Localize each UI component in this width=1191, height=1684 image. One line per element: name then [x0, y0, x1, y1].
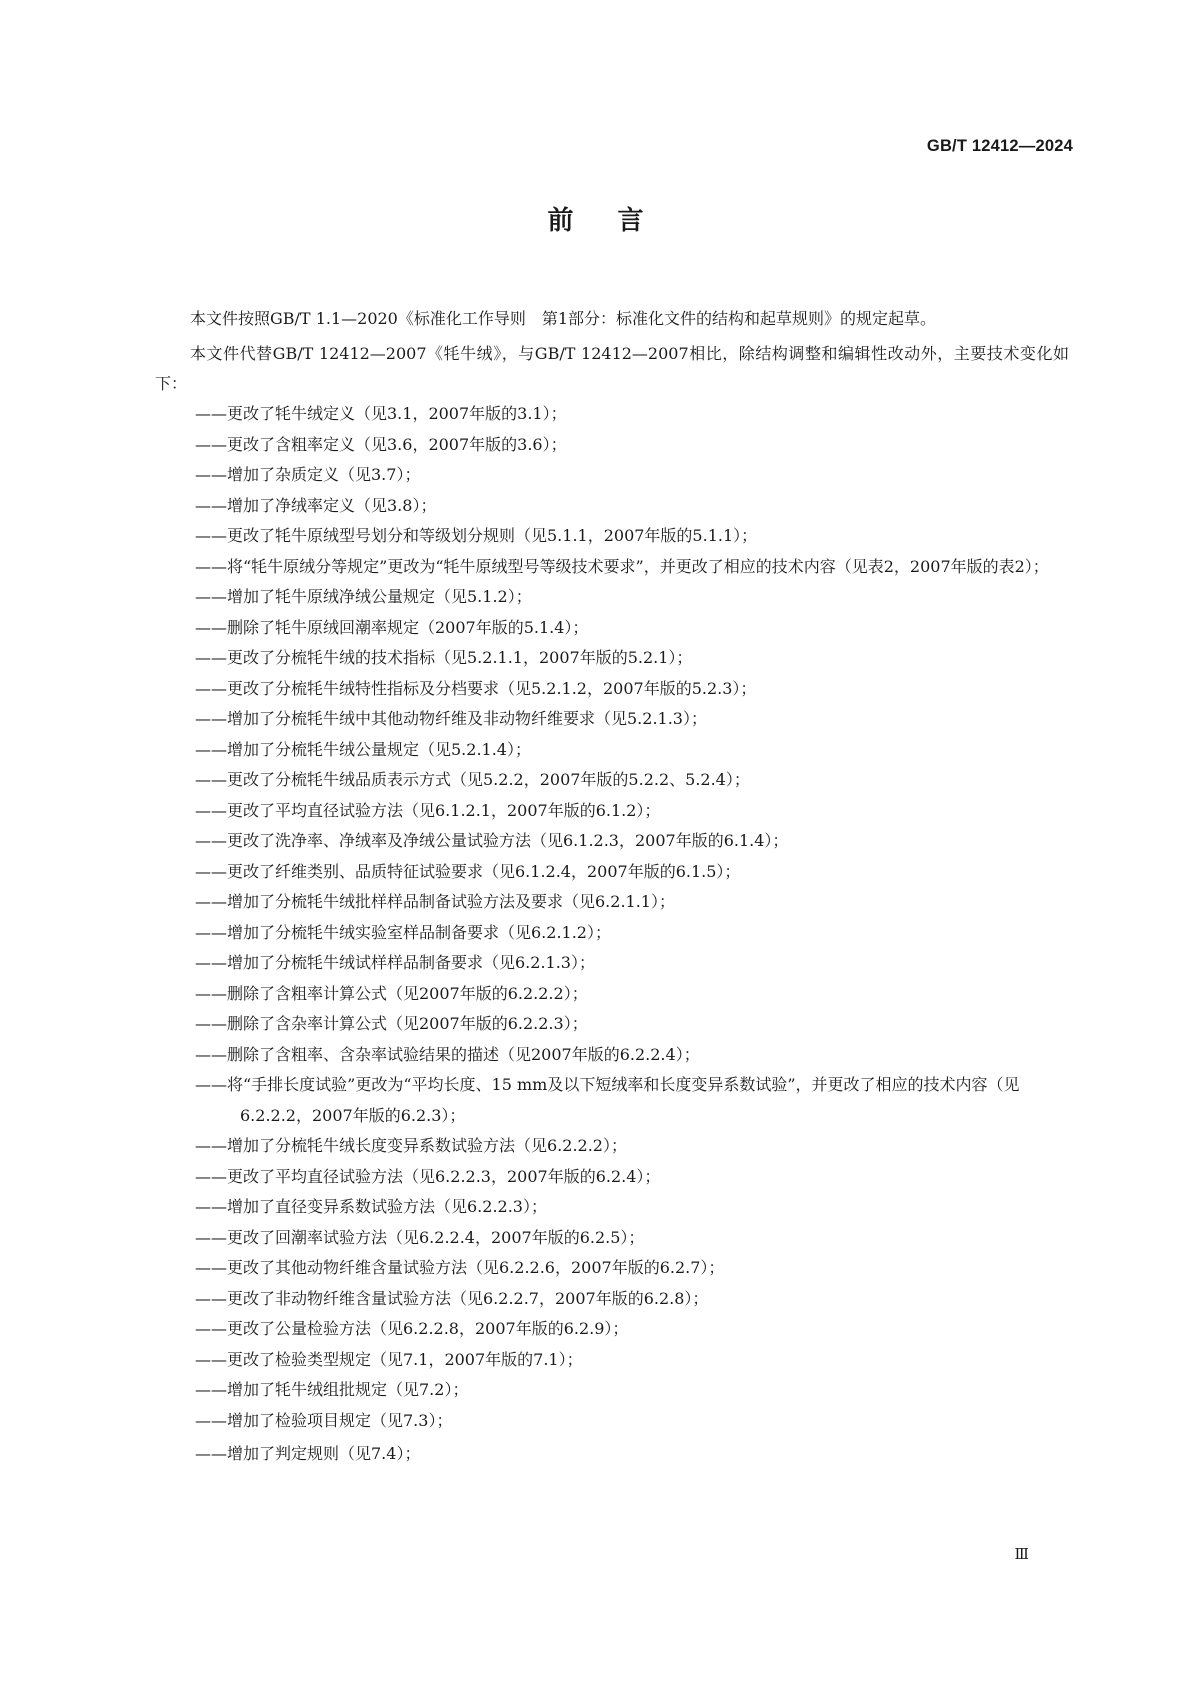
- change-item: ——更改了检验类型规定（见7.1，2007年版的7.1）；: [195, 1349, 583, 1369]
- intro-paragraph: 本文件按照GB/T 1.1—2020《标准化工作导则 第1部分：标准化文件的结构和起草规则》的规定起草。: [190, 309, 937, 328]
- change-item: ——更改了平均直径试验方法（见6.1.2.1，2007年版的6.1.2）；: [195, 800, 661, 820]
- change-item: ——更改了分梳牦牛绒品质表示方式（见5.2.2，2007年版的5.2.2、5.2.4）；: [195, 770, 750, 789]
- technical-changes-list: [155, 399, 1069, 1470]
- change-item: ——删除了牦牛原绒回潮率规定（2007年版的5.1.4）；: [195, 617, 589, 637]
- change-item: ——更改了其他动物纤维含量试验方法（见6.2.2.6，2007年版的6.2.7）；: [195, 1258, 725, 1277]
- change-item: ——更改了回潮率试验方法（见6.2.2.4，2007年版的6.2.5）；: [195, 1227, 645, 1247]
- change-item: ——增加了牦牛原绒净绒公量规定（见5.1.2）；: [195, 587, 532, 606]
- replacement-paragraph: 本文件代替GB/T 12412—2007《牦牛绒》，与GB/T 12412—2007相比，除结构调整和编辑性改动外，主要技术变化如下：: [155, 344, 1069, 393]
- change-item: ——增加了分梳牦牛绒实验室样品制备要求（见6.2.1.2）；: [195, 922, 611, 942]
- standard-number: GB/T 12412—2024: [926, 137, 1073, 155]
- change-item: ——删除了含粗率计算公式（见2007年版的6.2.2.2）；: [195, 983, 588, 1003]
- change-item: ——将“牦牛原绒分等规定”更改为“牦牛原绒型号等级技术要求”，并更改了相应的技术内容（见表2，2007年版的表2）；: [195, 556, 1049, 576]
- change-item: ——增加了分梳牦牛绒中其他动物纤维及非动物纤维要求（见5.2.1.3）；: [195, 709, 707, 728]
- change-item: ——增加了分梳牦牛绒批样样品制备试验方法及要求（见6.2.1.1）；: [195, 892, 675, 911]
- document-body: [155, 304, 1069, 1470]
- change-item: ——增加了分梳牦牛绒试样样品制备要求（见6.2.1.3）；: [195, 953, 595, 972]
- change-item: ——增加了牦牛绒组批规定（见7.2）；: [195, 1380, 469, 1399]
- change-item: ——增加了判定规则（见7.4）；: [195, 1444, 421, 1463]
- change-item: ——更改了洗净率、净绒率及净绒公量试验方法（见6.1.2.3，2007年版的6.1.4）；: [195, 831, 789, 850]
- page-title: 前言: [547, 206, 688, 236]
- change-item: ——更改了非动物纤维含量试验方法（见6.2.2.7，2007年版的6.2.8）；: [195, 1288, 709, 1308]
- change-item: ——删除了含杂率计算公式（见2007年版的6.2.2.3）；: [195, 1014, 588, 1033]
- change-item: ——增加了检验项目规定（见7.3）；: [195, 1410, 453, 1430]
- change-item: ——更改了含粗率定义（见3.6，2007年版的3.6）；: [195, 434, 567, 454]
- change-item: ——增加了分梳牦牛绒公量规定（见5.2.1.4）；: [195, 739, 531, 759]
- page-number: Ⅲ: [1014, 1547, 1029, 1563]
- change-item: ——更改了平均直径试验方法（见6.2.2.3，2007年版的6.2.4）；: [195, 1166, 661, 1186]
- change-item: ——删除了含粗率、含杂率试验结果的描述（见2007年版的6.2.2.4）；: [195, 1044, 700, 1064]
- change-item: ——更改了分梳牦牛绒的技术指标（见5.2.1.1，2007年版的5.2.1）；: [195, 648, 693, 667]
- change-item: ——更改了分梳牦牛绒特性指标及分档要求（见5.2.1.2，2007年版的5.2.3）；: [195, 678, 757, 698]
- change-item: ——更改了纤维类别、品质特征试验要求（见6.1.2.4，2007年版的6.1.5）；: [195, 861, 741, 881]
- change-item: ——增加了直径变异系数试验方法（见6.2.2.3）；: [195, 1197, 547, 1216]
- change-item: ——更改了牦牛绒定义（见3.1，2007年版的3.1）；: [195, 404, 567, 423]
- change-item: ——增加了净绒率定义（见3.8）；: [195, 495, 437, 515]
- change-item: ——将“手排长度试验”更改为“平均长度、15 mm及以下短绒率和长度变异系数试验”，并更改了相应的技术内容（见6.2.2.2，2007年版的6.2.3）；: [195, 1075, 1020, 1125]
- change-item: ——更改了牦牛原绒型号划分和等级划分规则（见5.1.1，2007年版的5.1.1）；: [195, 526, 758, 545]
- change-item: ——更改了公量检验方法（见6.2.2.8，2007年版的6.2.9）；: [195, 1319, 629, 1338]
- change-item: ——增加了分梳牦牛绒长度变异系数试验方法（见6.2.2.2）；: [195, 1136, 627, 1155]
- change-item: ——增加了杂质定义（见3.7）；: [195, 465, 421, 484]
